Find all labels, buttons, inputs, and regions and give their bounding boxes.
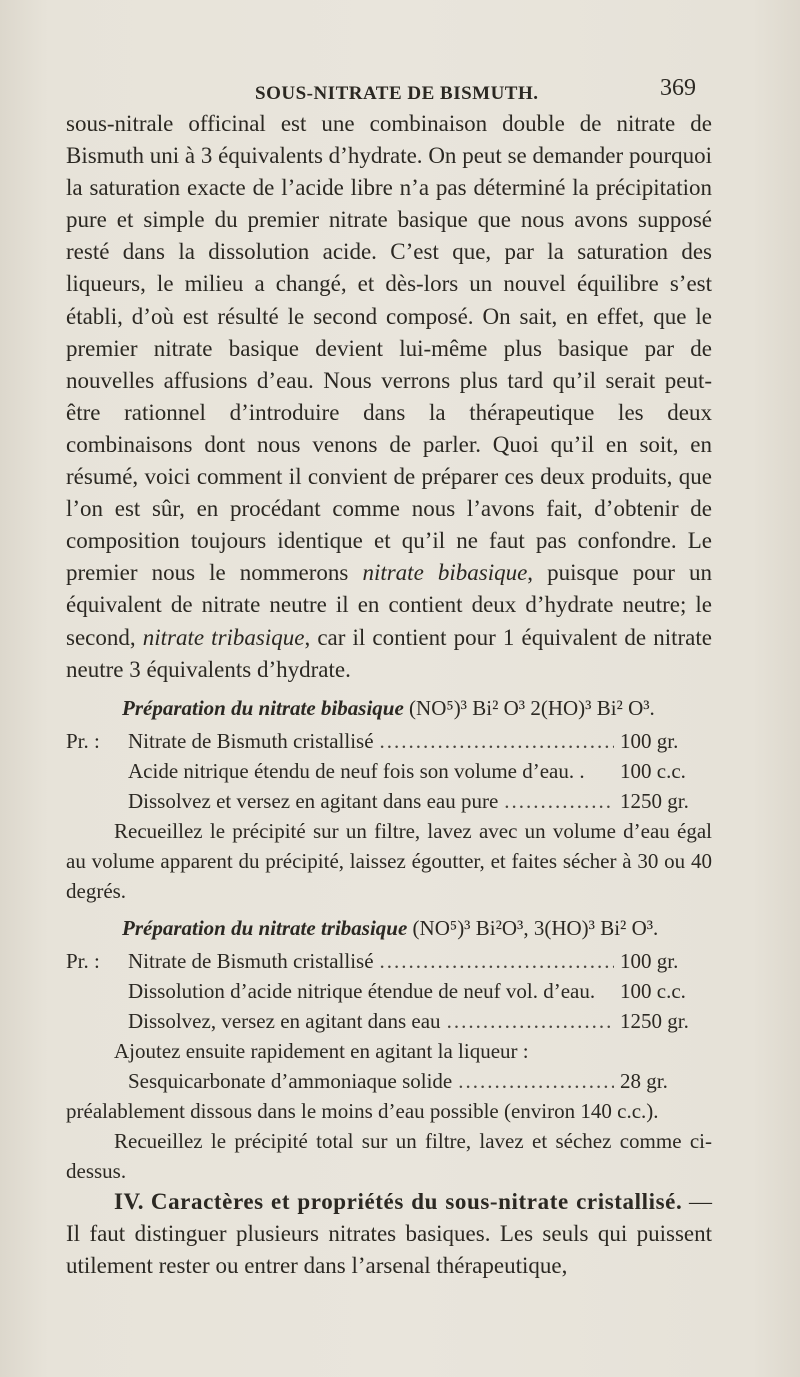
page-number: 369: [660, 75, 696, 101]
prep-1-formula: (NO⁵)³ Bi² O³ 2(HO)³ Bi² O³.: [409, 695, 655, 720]
prep-2-extra: [66, 1066, 712, 1096]
prep-2-add-line: Ajoutez ensuite rapidement en agitant la liqueur :: [114, 1038, 529, 1063]
prep-2-instructions: Recueillez le précipité total sur un filtre, lavez et séchez comme ci-dessus.: [66, 1128, 712, 1183]
prep-1-title: Préparation du nitrate bibasique: [122, 695, 404, 720]
recipe-line: Sesquicarbonate d’ammoniaque solide ..... 28 gr.: [66, 1066, 712, 1096]
prep-2-formula: (NO⁵)³ Bi²O³, 3(HO)³ Bi² O³.: [412, 915, 659, 940]
running-title: SOUS-NITRATE DE BISMUTH.: [255, 83, 539, 104]
prep-1-heading: [66, 692, 712, 724]
prep-2-title: Préparation du nitrate tribasique: [122, 915, 408, 940]
paragraph-intro: sous-nitrale officinal est une combinaison double de nitrate de Bismuth uni à 3 équivalents d’hydrate. On peut se demander pourquoi la saturation exacte de l’acide libre n’a pas déterminé la précipitation pure et simple du premier nitrate basique que nous avons supposé resté dans la dissolution acide. C’est que, par la saturation des liqueurs, le milieu a changé, et dès-lors un nouvel équilibre s’est établi, d’où est résulté le second composé. On sait, en effet, que le premier nitrate basique devient lui-même plus basique par de nouvelles affusions d’eau. Nous verrons plus tard qu’il serait peut-être rationnel d’introduire dans la thérapeutique les deux combinaisons dont nous venons de parler. Quoi qu’il en soit, en résumé, voici comment il convient de préparer ces deux produits, que l’on est sûr, en procédant comme nous l’avons fait, d’obtenir de composition toujours identique et qu’il ne faut pas confondre. Le premier nous le nommerons nitrate bibasique, puisque pour un équivalent de nitrate neutre il en contient deux d’hydrate neutre; le second, nitrate tribasique, car il contient pour 1 équivalent de nitrate neutre 3 équivalents d’hydrate.: [66, 111, 712, 682]
prep-1-recipe: [66, 726, 712, 816]
recipe-line: Acide nitrique étendu de neuf fois son volume d’eau. . 100 c.c.: [128, 758, 686, 783]
recipe-line: Pr. : Nitrate de Bismuth cristallisé ..... 100 gr.: [66, 726, 712, 756]
section-iv: [66, 1186, 712, 1282]
recipe-line: Pr. : Nitrate de Bismuth cristallisé ..... 100 gr.: [66, 946, 712, 976]
recipe-line: Dissolvez et versez en agitant dans eau pure ..... 1250 gr.: [66, 786, 712, 816]
prep-2-heading: [66, 912, 712, 944]
page-body: [66, 108, 712, 1282]
recipe-line: Dissolvez, versez en agitant dans eau ..... 1250 gr.: [66, 1006, 712, 1036]
term-tribasique: nitrate tribasique: [142, 624, 305, 650]
recipe-line: Dissolution d’acide nitrique étendue de neuf vol. d’eau. 100 c.c.: [128, 978, 686, 1003]
section-iv-text: — Il faut distinguer plusieurs nitrates basiques. Les seuls qui puissent utilement rester ou entrer dans l’arsenal thérapeutique,: [66, 1188, 713, 1278]
section-iv-number: IV.: [114, 1188, 145, 1214]
section-iv-title: Caractères et propriétés du sous-nitrate cristallisé.: [150, 1188, 683, 1214]
prep-2-recipe: [66, 946, 712, 1036]
prep-1-instructions: Recueillez le précipité sur un filtre, lavez avec un volume d’eau égal au volume apparent du précipité, laissez égoutter, et faites sécher à 30 ou 40 degrés.: [66, 818, 712, 903]
term-bibasique: nitrate bibasique: [362, 560, 528, 586]
prep-2-dissolved-note: préalablement dissous dans le moins d’eau possible (environ 140 c.c.).: [66, 1098, 659, 1123]
